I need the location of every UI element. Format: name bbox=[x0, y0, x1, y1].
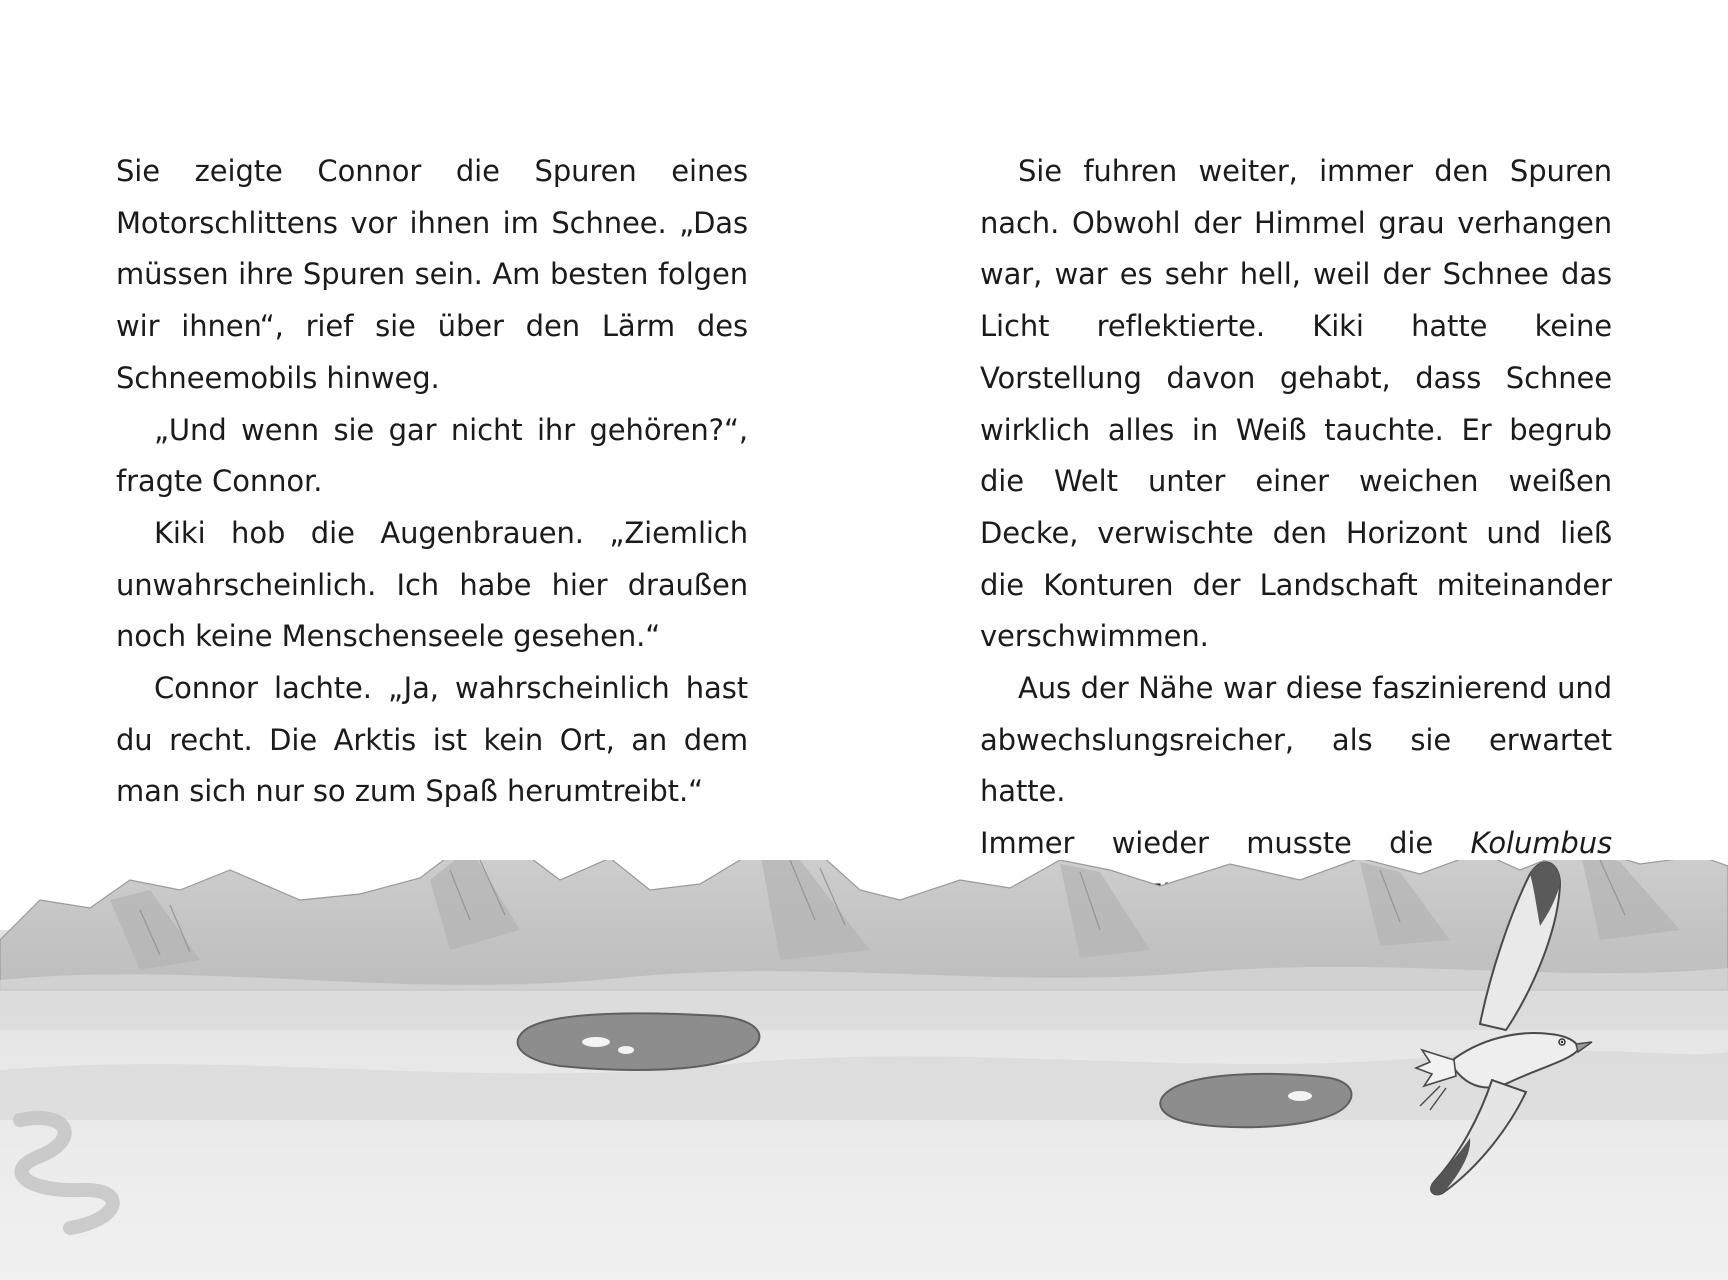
paragraph: Sie fuhren weiter, immer den Spuren nach. Obwohl der Himmel grau verhangen war, war es sehr hell, weil der Schnee das Licht reflektierte. Kiki hatte keine Vorstellung davon gehabt, dass Schnee wirklich alles in Weiß tauchte. Er begrub die Welt unter einer weichen weißen Decke, verwischte den Horizont und ließ die Konturen der Landschaft miteinander verschwimmen. bbox=[980, 154, 1612, 654]
frozen-pond-left bbox=[518, 1013, 760, 1070]
text-segment: Immer wieder musste die bbox=[980, 826, 1471, 861]
left-text-column bbox=[116, 146, 748, 818]
arctic-landscape-illustration bbox=[0, 860, 1728, 1280]
ship-name-italic: Kolumbus bbox=[1470, 826, 1612, 861]
right-text-column bbox=[980, 146, 1612, 922]
paragraph: Sie zeigte Connor die Spuren eines Motorschlittens vor ihnen im Schnee. „Das müssen ihre Spuren sein. Am besten folgen wir ihnen“, rief sie über den Lärm des Schneemobils hinweg. bbox=[116, 154, 748, 395]
paragraph: „Und wenn sie gar nicht ihr gehören?“, fragte Connor. bbox=[116, 412, 748, 499]
paragraph: Kiki hob die Augenbrauen. „Ziemlich unwahrscheinlich. Ich habe hier draußen noch keine Menschenseele gesehen.“ bbox=[116, 515, 748, 654]
paragraph: Connor lachte. „Ja, wahrscheinlich hast du recht. Die Arktis ist kein Ort, an dem man sich nur so zum Spaß herumtreibt.“ bbox=[116, 671, 748, 809]
paragraph: Aus der Nähe war diese faszinierend und abwechslungsreicher, als sie erwartet hatte. bbox=[980, 671, 1612, 809]
